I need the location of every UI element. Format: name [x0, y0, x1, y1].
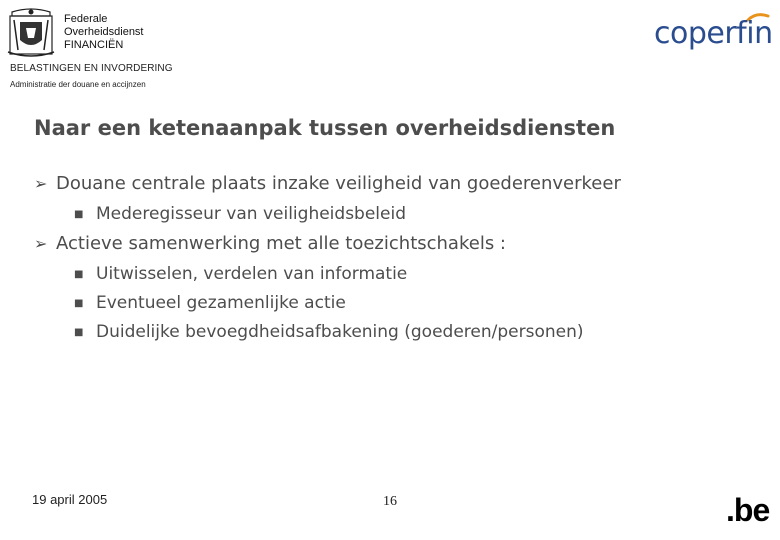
square-bullet-icon: ■: [74, 327, 84, 338]
bullet-item: [34, 232, 621, 262]
sub-bullet-text: Uitwisselen, verdelen van informatie: [96, 264, 408, 284]
sub-bullet-item: [34, 291, 621, 320]
page-number: 16: [383, 494, 397, 509]
sub-bullet-item: [34, 202, 621, 231]
bullet-item: [34, 172, 621, 202]
agency-line: Federale: [64, 13, 108, 25]
agency-name: [64, 13, 144, 52]
coperfin-logo: [652, 12, 774, 56]
sub-bullet-text: Eventueel gezamenlijke actie: [96, 293, 346, 313]
sub-bullet-text: Duidelijke bevoegdheidsafbakening (goederen/personen): [96, 322, 584, 342]
arrow-bullet-icon: ➢: [34, 234, 48, 253]
agency-line: Overheidsdienst: [64, 26, 144, 38]
department-name: BELASTINGEN EN INVORDERING: [10, 63, 173, 74]
subdepartment-name: Administratie der douane en accijnzen: [10, 80, 146, 89]
bullet-text: Douane centrale plaats inzake veiligheid van goederenverkeer: [56, 173, 621, 194]
be-logo: .be: [726, 492, 770, 528]
footer-date: 19 april 2005: [32, 492, 108, 507]
bullet-list: [34, 172, 621, 349]
logo-text: coperfin: [654, 16, 773, 51]
sub-bullet-text: Mederegisseur van veiligheidsbeleid: [96, 204, 406, 224]
bullet-text: Actieve samenwerking met alle toezichtschakels :: [56, 233, 506, 254]
square-bullet-icon: ■: [74, 269, 84, 280]
sub-bullet-item: [34, 320, 621, 349]
agency-line: FINANCIËN: [64, 39, 124, 51]
square-bullet-icon: ■: [74, 209, 84, 220]
square-bullet-icon: ■: [74, 298, 84, 309]
belgian-coat-of-arms-icon: [4, 6, 58, 60]
sub-bullet-item: [34, 262, 621, 291]
arrow-bullet-icon: ➢: [34, 174, 48, 193]
slide-title: Naar een ketenaanpak tussen overheidsdiensten: [34, 116, 616, 140]
